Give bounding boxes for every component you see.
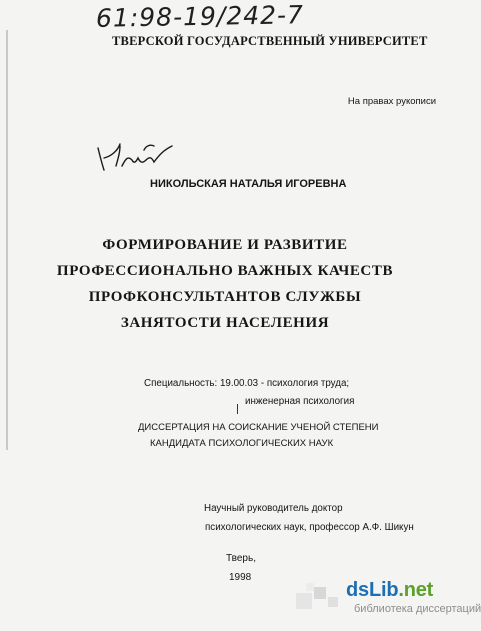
specialty-line: Специальность: 19.00.03 - психология труда; (144, 378, 350, 389)
author-name: НИКОЛЬСКАЯ НАТАЛЬЯ ИГОРЕВНА (150, 178, 347, 190)
watermark-brand-main: dsLib (346, 579, 399, 601)
city: Тверь, (226, 553, 256, 564)
watermark-brand-suffix: .net (398, 579, 434, 601)
handwritten-catalog-number: 61:98-19/242-7 (95, 0, 305, 33)
title-line: ФОРМИРОВАНИЕ И РАЗВИТИЕ (102, 237, 348, 253)
dslib-logo-icon (294, 581, 346, 611)
specialty-line: инженерная психология (245, 396, 355, 407)
manuscript-rights-note: На правах рукописи (347, 96, 436, 107)
title-line: ПРОФЕССИОНАЛЬНО ВАЖНЫХ КАЧЕСТВ (56, 263, 394, 279)
title-line: ЗАНЯТОСТИ НАСЕЛЕНИЯ (120, 315, 330, 331)
supervisor-line: психологических наук, профессор А.Ф. Шикун (205, 522, 414, 533)
title-line: ПРОФКОНСУЛЬТАНТОВ СЛУЖБЫ (88, 289, 362, 305)
supervisor-line: Научный руководитель доктор (204, 503, 343, 514)
university-name: ТВЕРСКОЙ ГОСУДАРСТВЕННЫЙ УНИВЕРСИТЕТ (112, 34, 428, 48)
watermark-subtitle: библиотека диссертаций (354, 603, 481, 615)
year: 1998 (229, 572, 252, 583)
watermark-brand (346, 579, 433, 602)
handwritten-signature (90, 136, 180, 176)
degree-line: КАНДИДАТА ПСИХОЛОГИЧЕСКИХ НАУК (150, 438, 334, 449)
degree-line: ДИССЕРТАЦИЯ НА СОИСКАНИЕ УЧЕНОЙ СТЕПЕНИ (138, 422, 379, 433)
pen-mark (237, 404, 238, 414)
